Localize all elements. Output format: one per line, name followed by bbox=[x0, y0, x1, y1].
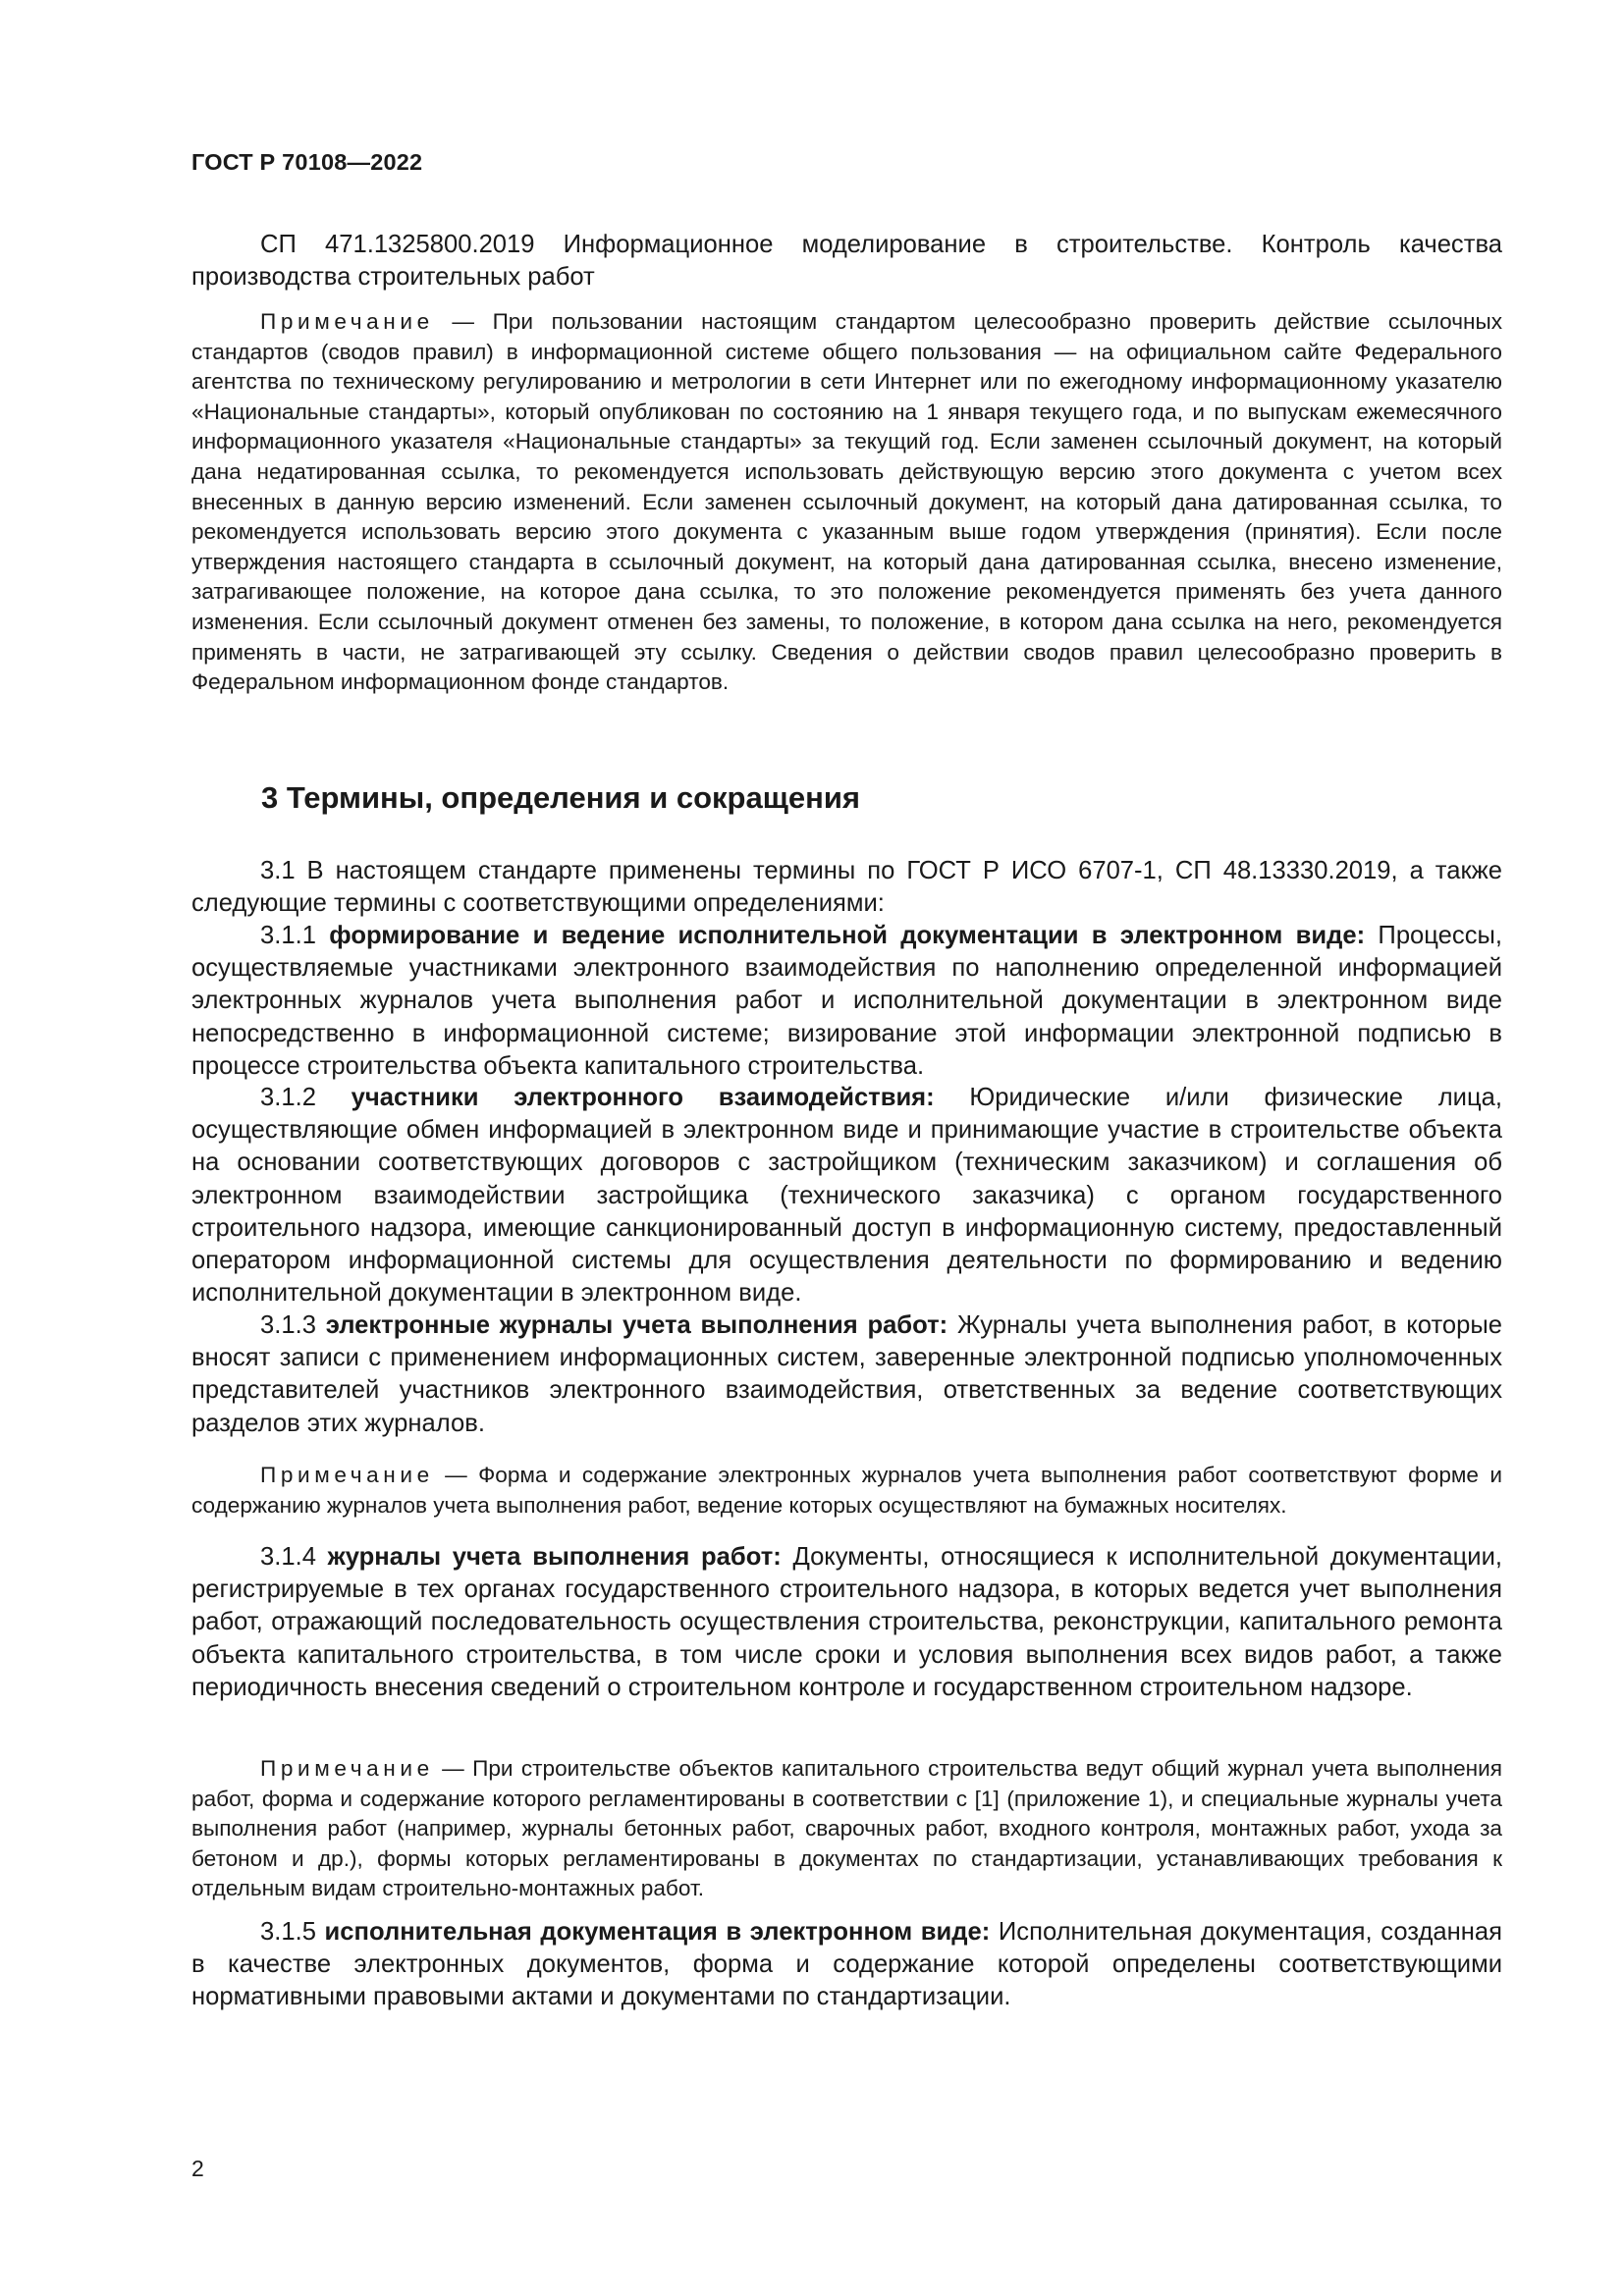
term-definition: Юридические и/или физические лица, осуществляющие обмен информацией в электронном виде и принимающие участие в строительстве объекта на основании соответствующих договоров с застройщиком (техническим заказчиком) и соглашения об электронном взаимодействии застройщика (технического заказчика) с органом государственного строительного надзора, имеющие санкционированный доступ в информационную систему, предоставленный оператором информационной системы для осуществления деятельности по формированию и ведению исполнительной документации в электронном виде. bbox=[191, 1084, 1502, 1308]
term-title: участники электронного взаимодействия: bbox=[351, 1084, 935, 1111]
note-label: Примечание bbox=[260, 309, 434, 334]
term-title: электронные журналы учета выполнения работ: bbox=[325, 1311, 948, 1339]
term-definition: Процессы, осуществляемые участниками электронного взаимодействия по наполнению определенной информацией электронных журналов учета выполнения работ и исполнительной документации в электронном виде непосредственно в информационной системе; визирование этой информации электронной подписью в процессе строительства объекта капитального строительства. bbox=[191, 922, 1502, 1080]
term-number: 3.1.3 bbox=[260, 1311, 326, 1339]
term-3-1-2 bbox=[191, 1082, 1502, 1309]
section-intro: 3.1 В настоящем стандарте применены термины по ГОСТ Р ИСО 6707-1, СП 48.13330.2019, а также следующие термины с соответствующими определениями: bbox=[191, 857, 1502, 918]
term-definition: Журналы учета выполнения работ, в которые вносят записи с применением информационных систем, заверенные электронной подписью уполномоченных представителей участников электронного взаимодействия, ответственных за ведение соответствующих разделов этих журналов. bbox=[191, 1311, 1502, 1437]
term-3-1-3 bbox=[191, 1309, 1502, 1440]
term-title: формирование и ведение исполнительной документации в электронном виде: bbox=[329, 922, 1366, 949]
note-electronic-journals bbox=[191, 1461, 1502, 1521]
term-3-1-1 bbox=[191, 920, 1502, 1083]
term-3-1-4 bbox=[191, 1541, 1502, 1704]
term-title: журналы учета выполнения работ: bbox=[327, 1543, 782, 1571]
note-general-journal bbox=[191, 1754, 1502, 1904]
note-dash: — bbox=[433, 1756, 473, 1781]
reference-sp471: СП 471.1325800.2019 Информационное моделирование в строительстве. Контроль качества производства строительных работ bbox=[191, 231, 1502, 292]
section-heading: 3 Термины, определения и сокращения bbox=[261, 780, 860, 815]
note-text: При пользовании настоящим стандартом целесообразно проверить действие ссылочных стандартов (сводов правил) в информационной системе общего пользования — на официальном сайте Федерального агентства по техническому регулированию и метрологии в сети Интернет или по ежегодному информационному указателю «Национальные стандарты», который опубликован по состоянию на 1 января текущего года, и по выпускам ежемесячного информационного указателя «Национальные стандарты» за текущий год. Если заменен ссылочный документ, на который дана недатированная ссылка, то рекомендуется использовать действующую версию этого документа с учетом всех внесенных в данную версию изменений. Если заменен ссылочный документ, на который дана датированная ссылка, то рекомендуется использовать версию этого документа с указанным выше годом утверждения (принятия). Если после утверждения настоящего стандарта в ссылочный документ, на который дана датированная ссылка, внесено изменение, затрагивающее положение, на которое дана ссылка, то это положение рекомендуется применять без учета данного изменения. Если ссылочный документ отменен без замены, то положение, в котором дана ссылка на него, рекомендуется применять в части, не затрагивающей эту ссылку. Сведения о действии сводов правил целесообразно проверить в Федеральном информационном фонде стандартов. bbox=[191, 309, 1502, 695]
term-definition: Документы, относящиеся к исполнительной документации, регистрируемые в тех органах государственного строительного надзора, в которых ведется учет выполнения работ, отражающий последовательность осуществления строительства, реконструкции, капитального ремонта объекта капитального строительства, в том числе сроки и условия выполнения всех видов работ, а также периодичность внесения сведений о строительном контроле и государственном строительном надзоре. bbox=[191, 1543, 1502, 1701]
page-number: 2 bbox=[191, 2156, 204, 2181]
note-text: При строительстве объектов капитального строительства ведут общий журнал учета выполнения работ, форма и содержание которого регламентированы в соответствии с [1] (приложение 1), и специальные журналы учета выполнения работ (например, журналы бетонных работ, сварочных работ, входного контроля, монтажных работ, ухода за бетоном и др.), формы которых регламентированы в документах по стандартизации, устанавливающих требования к отдельным видам строительно-монтажных работ. bbox=[191, 1756, 1502, 1901]
note-label: Примечание bbox=[260, 1463, 434, 1487]
term-number: 3.1.5 bbox=[260, 1918, 325, 1946]
term-definition: Исполнительная документация, созданная в качестве электронных документов, форма и содержание которой определены соответствующими нормативными правовыми актами и документами по стандартизации. bbox=[191, 1918, 1502, 2011]
term-number: 3.1.1 bbox=[260, 922, 330, 949]
term-3-1-5 bbox=[191, 1916, 1502, 2014]
note-dash: — bbox=[433, 309, 493, 334]
note-dash: — bbox=[433, 1463, 479, 1487]
note-text: Форма и содержание электронных журналов учета выполнения работ соответствуют форме и содержанию журналов учета выполнения работ, ведение которых осуществляют на бумажных носителях. bbox=[191, 1463, 1502, 1518]
note-label: Примечание bbox=[260, 1756, 434, 1781]
term-number: 3.1.4 bbox=[260, 1543, 328, 1571]
term-title: исполнительная документация в электронном виде: bbox=[324, 1918, 991, 1946]
document-code-header: ГОСТ Р 70108—2022 bbox=[191, 149, 423, 175]
term-number: 3.1.2 bbox=[260, 1084, 352, 1111]
note-normative-references bbox=[191, 307, 1502, 698]
